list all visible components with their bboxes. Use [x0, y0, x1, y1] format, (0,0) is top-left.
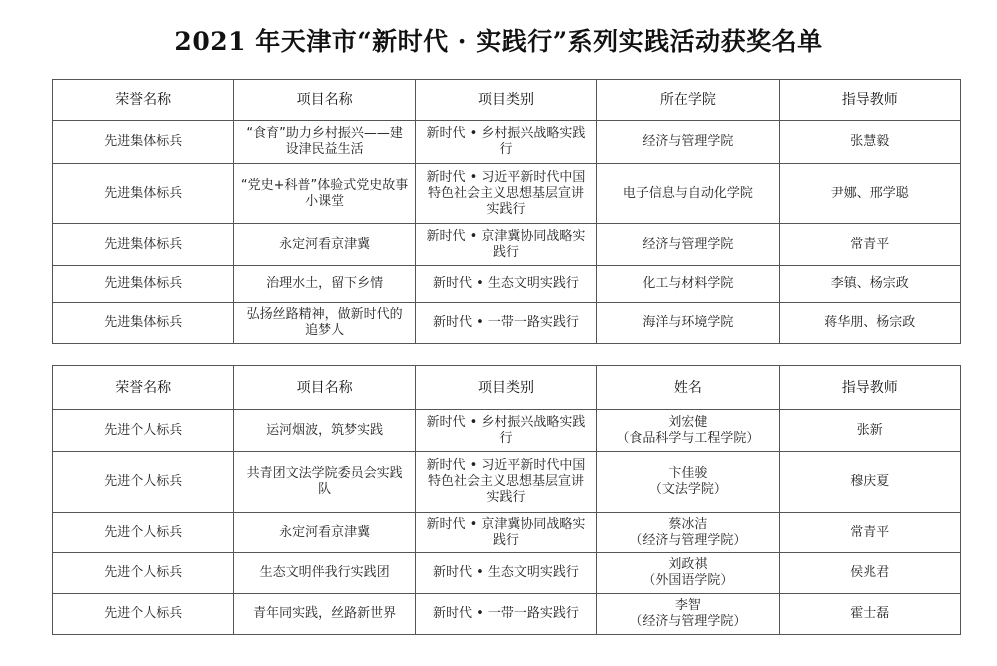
- college-cell: 海洋与环境学院: [597, 303, 779, 344]
- table-row: [53, 224, 961, 266]
- header-advisor: 指导教师: [779, 366, 960, 410]
- honor-cell: 先进集体标兵: [53, 121, 234, 164]
- student-name: 蔡冰洁: [668, 516, 708, 532]
- table-row: [53, 452, 961, 513]
- category-cell: 新时代 • 一带一路实践行: [415, 594, 596, 635]
- table-row: [53, 121, 961, 164]
- project-cell: 永定河看京津冀: [234, 224, 415, 266]
- student-college: （文法学院）: [648, 482, 727, 497]
- project-cell: 弘扬丝路精神，做新时代的追梦人: [234, 303, 415, 344]
- table-row: [53, 266, 961, 303]
- table-row: [53, 594, 961, 635]
- collective-award-table: [52, 79, 961, 344]
- category-cell: 新时代 • 生态文明实践行: [415, 553, 596, 594]
- advisor-cell: 蒋华朋、杨宗政: [779, 303, 960, 344]
- table-row: [53, 553, 961, 594]
- student-college: （经济与管理学院）: [629, 614, 747, 629]
- college-cell: 电子信息与自动化学院: [597, 164, 779, 224]
- advisor-cell: 侯兆君: [779, 553, 960, 594]
- honor-cell: 先进个人标兵: [53, 513, 234, 553]
- header-honor: 荣誉名称: [53, 80, 234, 121]
- name-cell: [597, 594, 779, 635]
- honor-cell: 先进集体标兵: [53, 303, 234, 344]
- category-cell: 新时代 • 京津冀协同战略实践行: [415, 224, 596, 266]
- project-cell: “党史+科普”体验式党史故事小课堂: [234, 164, 415, 224]
- college-cell: 经济与管理学院: [597, 224, 779, 266]
- category-cell: 新时代 • 生态文明实践行: [415, 266, 596, 303]
- advisor-cell: 尹娜、邢学聪: [779, 164, 960, 224]
- student-college: （经济与管理学院）: [629, 532, 747, 548]
- honor-cell: 先进集体标兵: [53, 164, 234, 224]
- name-cell: [597, 452, 779, 513]
- individual-award-table: [52, 365, 961, 635]
- college-cell: 化工与材料学院: [597, 266, 779, 303]
- honor-cell: 先进个人标兵: [53, 594, 234, 635]
- student-college: （食品科学与工程学院）: [616, 430, 760, 446]
- honor-cell: 先进个人标兵: [53, 452, 234, 513]
- category-cell: 新时代 • 习近平新时代中国特色社会主义思想基层宣讲实践行: [415, 164, 596, 224]
- project-cell: 运河烟波，筑梦实践: [234, 410, 415, 452]
- project-cell: 共青团文法学院委员会实践队: [234, 452, 415, 513]
- header-category: 项目类别: [415, 366, 596, 410]
- name-cell: [597, 410, 779, 452]
- advisor-cell: 李镇、杨宗政: [779, 266, 960, 303]
- table-row: [53, 303, 961, 344]
- honor-cell: 先进个人标兵: [53, 553, 234, 594]
- table-header-row: [53, 366, 961, 410]
- name-cell: [597, 513, 779, 553]
- college-cell: 经济与管理学院: [597, 121, 779, 164]
- project-cell: 青年同实践，丝路新世界: [234, 594, 415, 635]
- project-cell: “食育”助力乡村振兴——建设津民益生活: [234, 121, 415, 164]
- header-project: 项目名称: [234, 366, 415, 410]
- project-cell: 治理水土，留下乡情: [234, 266, 415, 303]
- student-name: 刘政祺: [668, 557, 708, 572]
- category-cell: 新时代 • 习近平新时代中国特色社会主义思想基层宣讲实践行: [415, 452, 596, 513]
- advisor-cell: 常青平: [779, 224, 960, 266]
- project-cell: 生态文明伴我行实践团: [234, 553, 415, 594]
- header-category: 项目类别: [415, 80, 596, 121]
- header-advisor: 指导教师: [779, 80, 960, 121]
- honor-cell: 先进个人标兵: [53, 410, 234, 452]
- table-row: [53, 410, 961, 452]
- project-cell: 永定河看京津冀: [234, 513, 415, 553]
- category-cell: 新时代 • 乡村振兴战略实践行: [415, 121, 596, 164]
- table-row: [53, 513, 961, 553]
- category-cell: 新时代 • 京津冀协同战略实践行: [415, 513, 596, 553]
- advisor-cell: 张慧毅: [779, 121, 960, 164]
- header-honor: 荣誉名称: [53, 366, 234, 410]
- advisor-cell: 常青平: [779, 513, 960, 553]
- student-name: 卞佳骏: [668, 466, 708, 481]
- student-college: （外国语学院）: [642, 573, 734, 588]
- honor-cell: 先进集体标兵: [53, 266, 234, 303]
- name-cell: [597, 553, 779, 594]
- header-college: 所在学院: [597, 80, 779, 121]
- advisor-cell: 张新: [779, 410, 960, 452]
- student-name: 刘宏健: [668, 414, 708, 430]
- category-cell: 新时代 • 乡村振兴战略实践行: [415, 410, 596, 452]
- header-project: 项目名称: [234, 80, 415, 121]
- header-name: 姓名: [597, 366, 779, 410]
- advisor-cell: 霍士磊: [779, 594, 960, 635]
- honor-cell: 先进集体标兵: [53, 224, 234, 266]
- table-header-row: [53, 80, 961, 121]
- page-title: 2021 年天津市“新时代 · 实践行”系列实践活动获奖名单: [174, 27, 823, 56]
- advisor-cell: 穆庆夏: [779, 452, 960, 513]
- table-row: [53, 164, 961, 224]
- category-cell: 新时代 • 一带一路实践行: [415, 303, 596, 344]
- student-name: 李智: [674, 598, 701, 613]
